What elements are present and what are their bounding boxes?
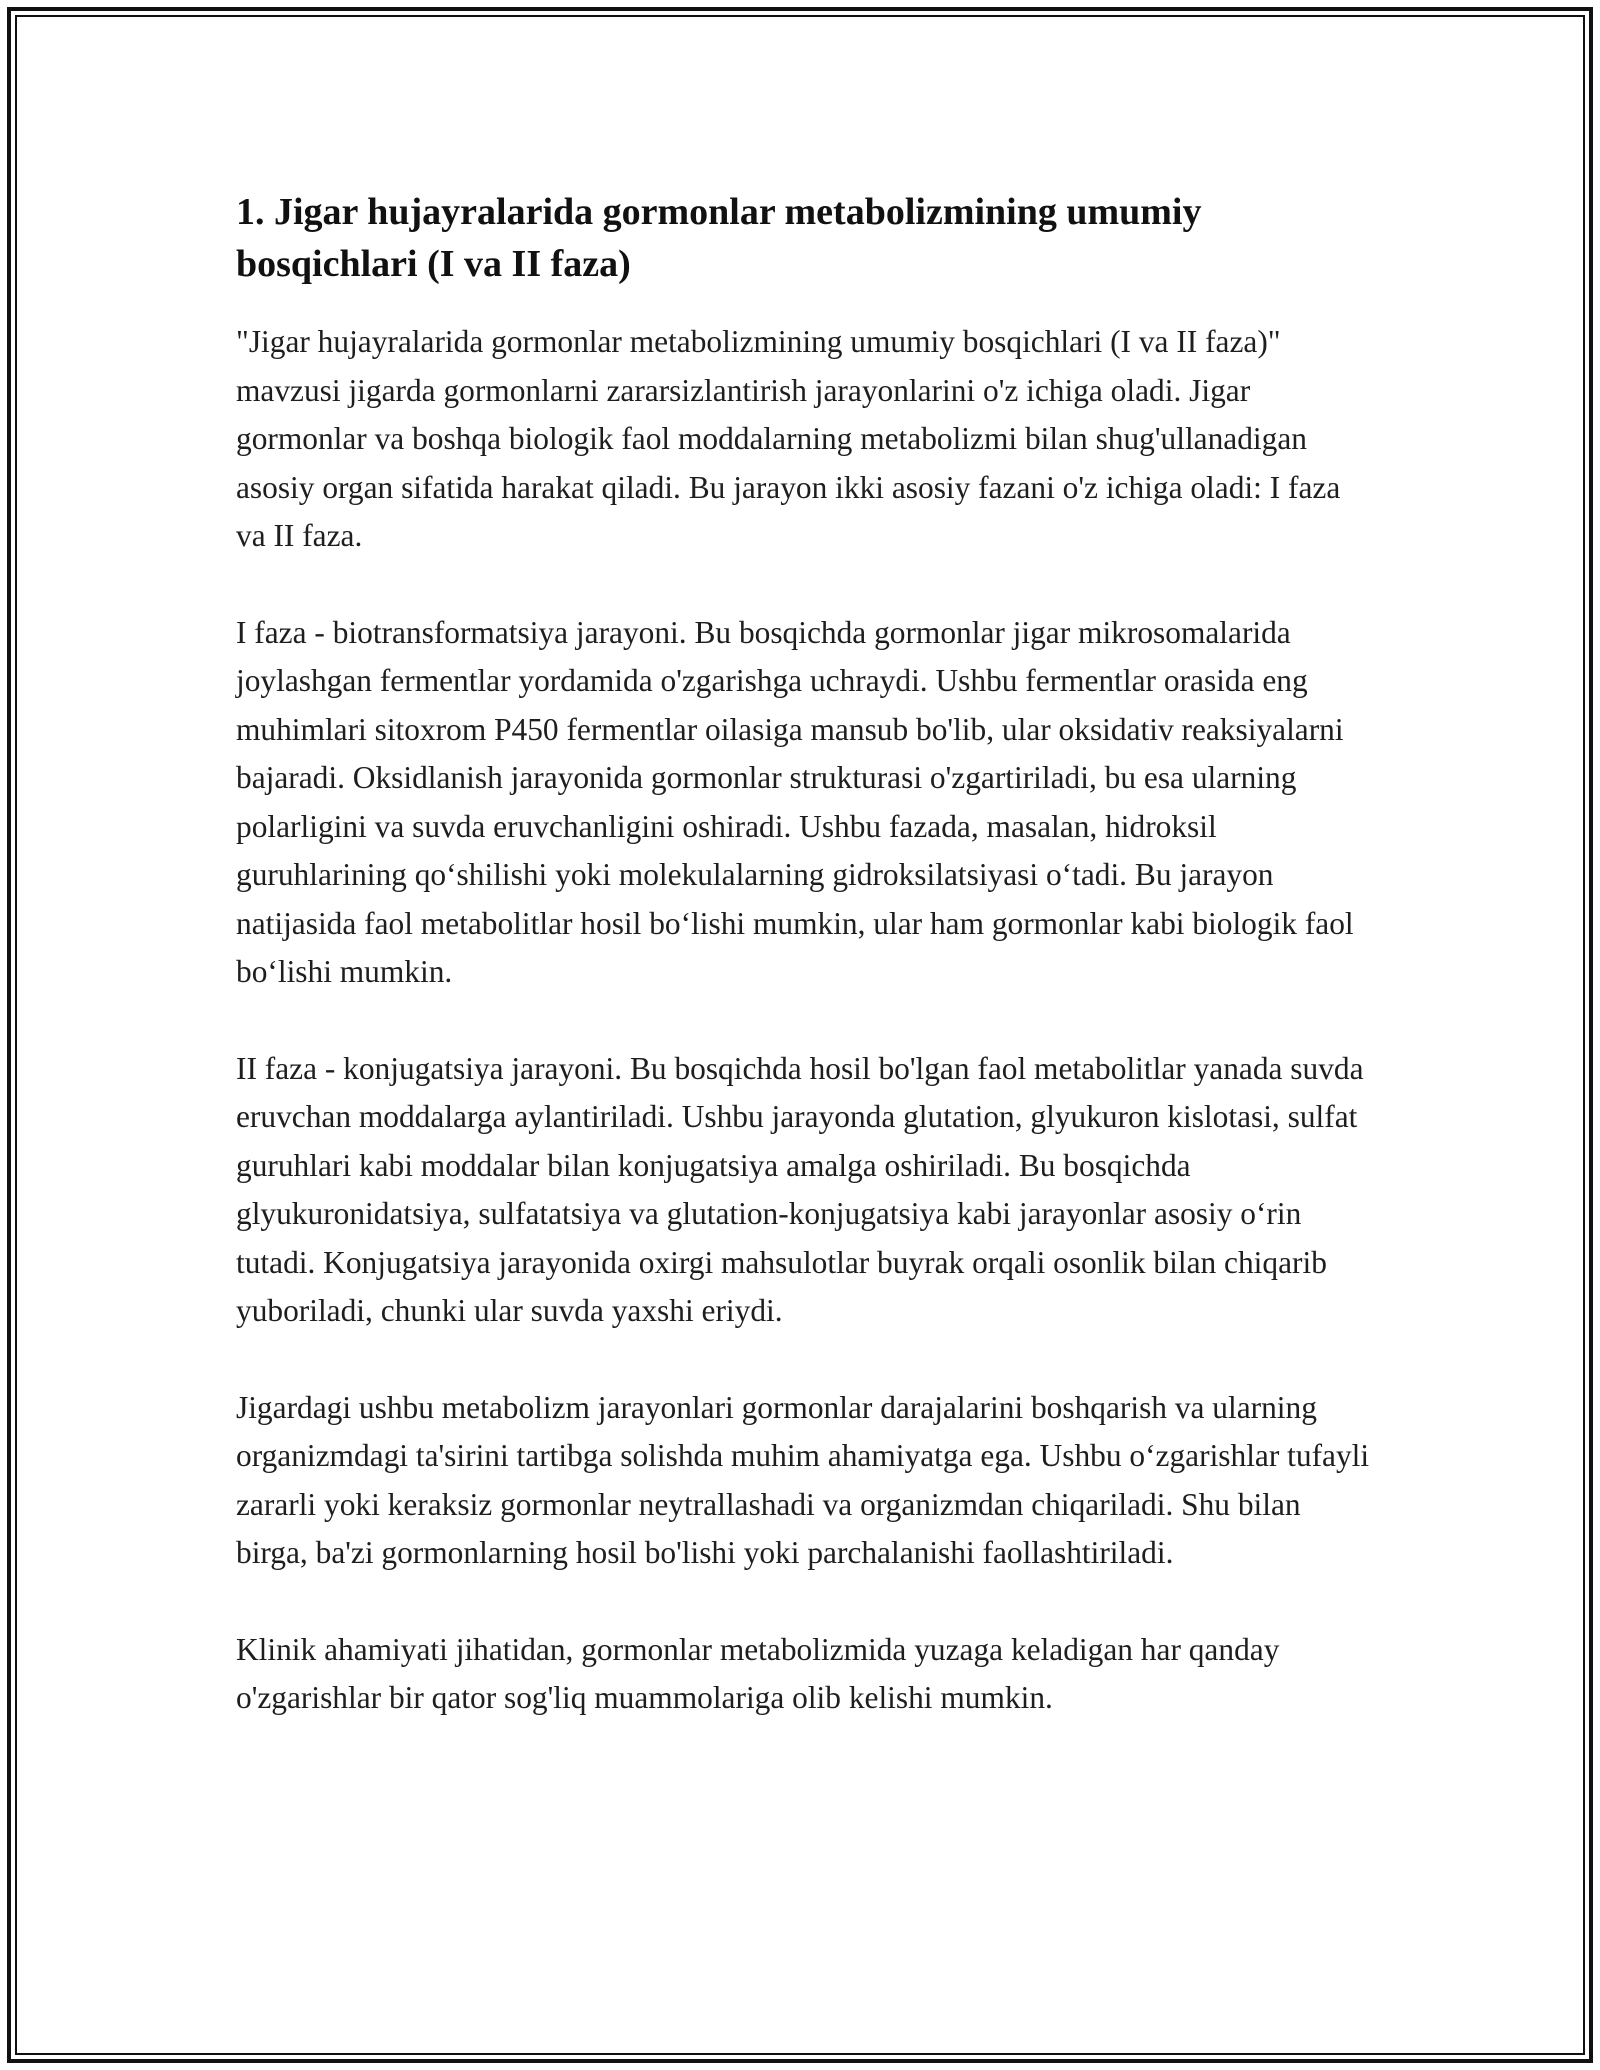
paragraph-clinical: Klinik ahamiyati jihatidan, gormonlar metabolizmida yuzaga keladigan har qanday o'zgarishlar bir qator sog'liq muammolariga olib kelishi mumkin. bbox=[236, 1631, 1280, 1715]
paragraph-phase-one: I faza - biotransformatsiya jarayoni. Bu bosqichda gormonlar jigar mikrosomalarida joylashgan fermentlar yordamida o'zgarishga uchraydi. Ushbu fermentlar orasida eng muhimlari sitoxrom P450 fermentlar oilasiga mansub bo'lib, ular oksidativ reaksiyalarni bajaradi. Oksidlanish jarayonida gormonlar strukturasi o'zgartiriladi, bu esa ularning polarligini va suvda eruvchanligini oshiradi. Ushbu fazada, masalan, hidroksil guruhlarining qo‘shilishi yoki molekulalarning gidroksilatsiyasi o‘tadi. Bu jarayon natijasida faol metabolitlar hosil bo‘lishi mumkin, ular ham gormonlar kabi biologik faol bo‘lishi mumkin. bbox=[236, 614, 1354, 989]
paragraph-phase-two: II faza - konjugatsiya jarayoni. Bu bosqichda hosil bo'lgan faol metabolitlar yanada suvda eruvchan moddalarga aylantiriladi. Ushbu jarayonda glutation, glyukuron kislotasi, sulfat guruhlari kabi moddalar bilan konjugatsiya amalga oshiriladi. Bu bosqichda glyukuronidatsiya, sulfatatsiya va glutation-konjugatsiya kabi jarayonlar asosiy o‘rin tutadi. Konjugatsiya jarayonida oxirgi mahsulotlar buyrak orqali osonlik bilan chiqarib yuboriladi, chunki ular suvda yaxshi eriydi. bbox=[236, 1050, 1364, 1328]
document-title: 1. Jigar hujayralarida gormonlar metabolizmining umumiy bosqichlari (I va II faza) bbox=[236, 191, 1202, 285]
paragraph-intro: "Jigar hujayralarida gormonlar metabolizmining umumiy bosqichlari (I va II faza)" mavzusi jigarda gormonlarni zararsizlantirish jarayonlarini o'z ichiga oladi. Jigar gormonlar va boshqa biologik faol moddalarning metabolizmi bilan shug'ullanadigan asosiy organ sifatida harakat qiladi. Bu jarayon ikki asosiy fazani o'z ichiga oladi: I faza va II faza. bbox=[236, 324, 1341, 553]
paragraph-significance: Jigardagi ushbu metabolizm jarayonlari gormonlar darajalarini boshqarish va ularning organizmdagi ta'sirini tartibga solishda muhim ahamiyatga ega. Ushbu o‘zgarishlar tufayli zararli yoki keraksiz gormonlar neytrallashadi va organizmdan chiqariladi. Shu bilan birga, ba'zi gormonlarning hosil bo'lishi yoki parchalanishi faollashtiriladi. bbox=[236, 1389, 1370, 1570]
document-body bbox=[236, 186, 1376, 1771]
